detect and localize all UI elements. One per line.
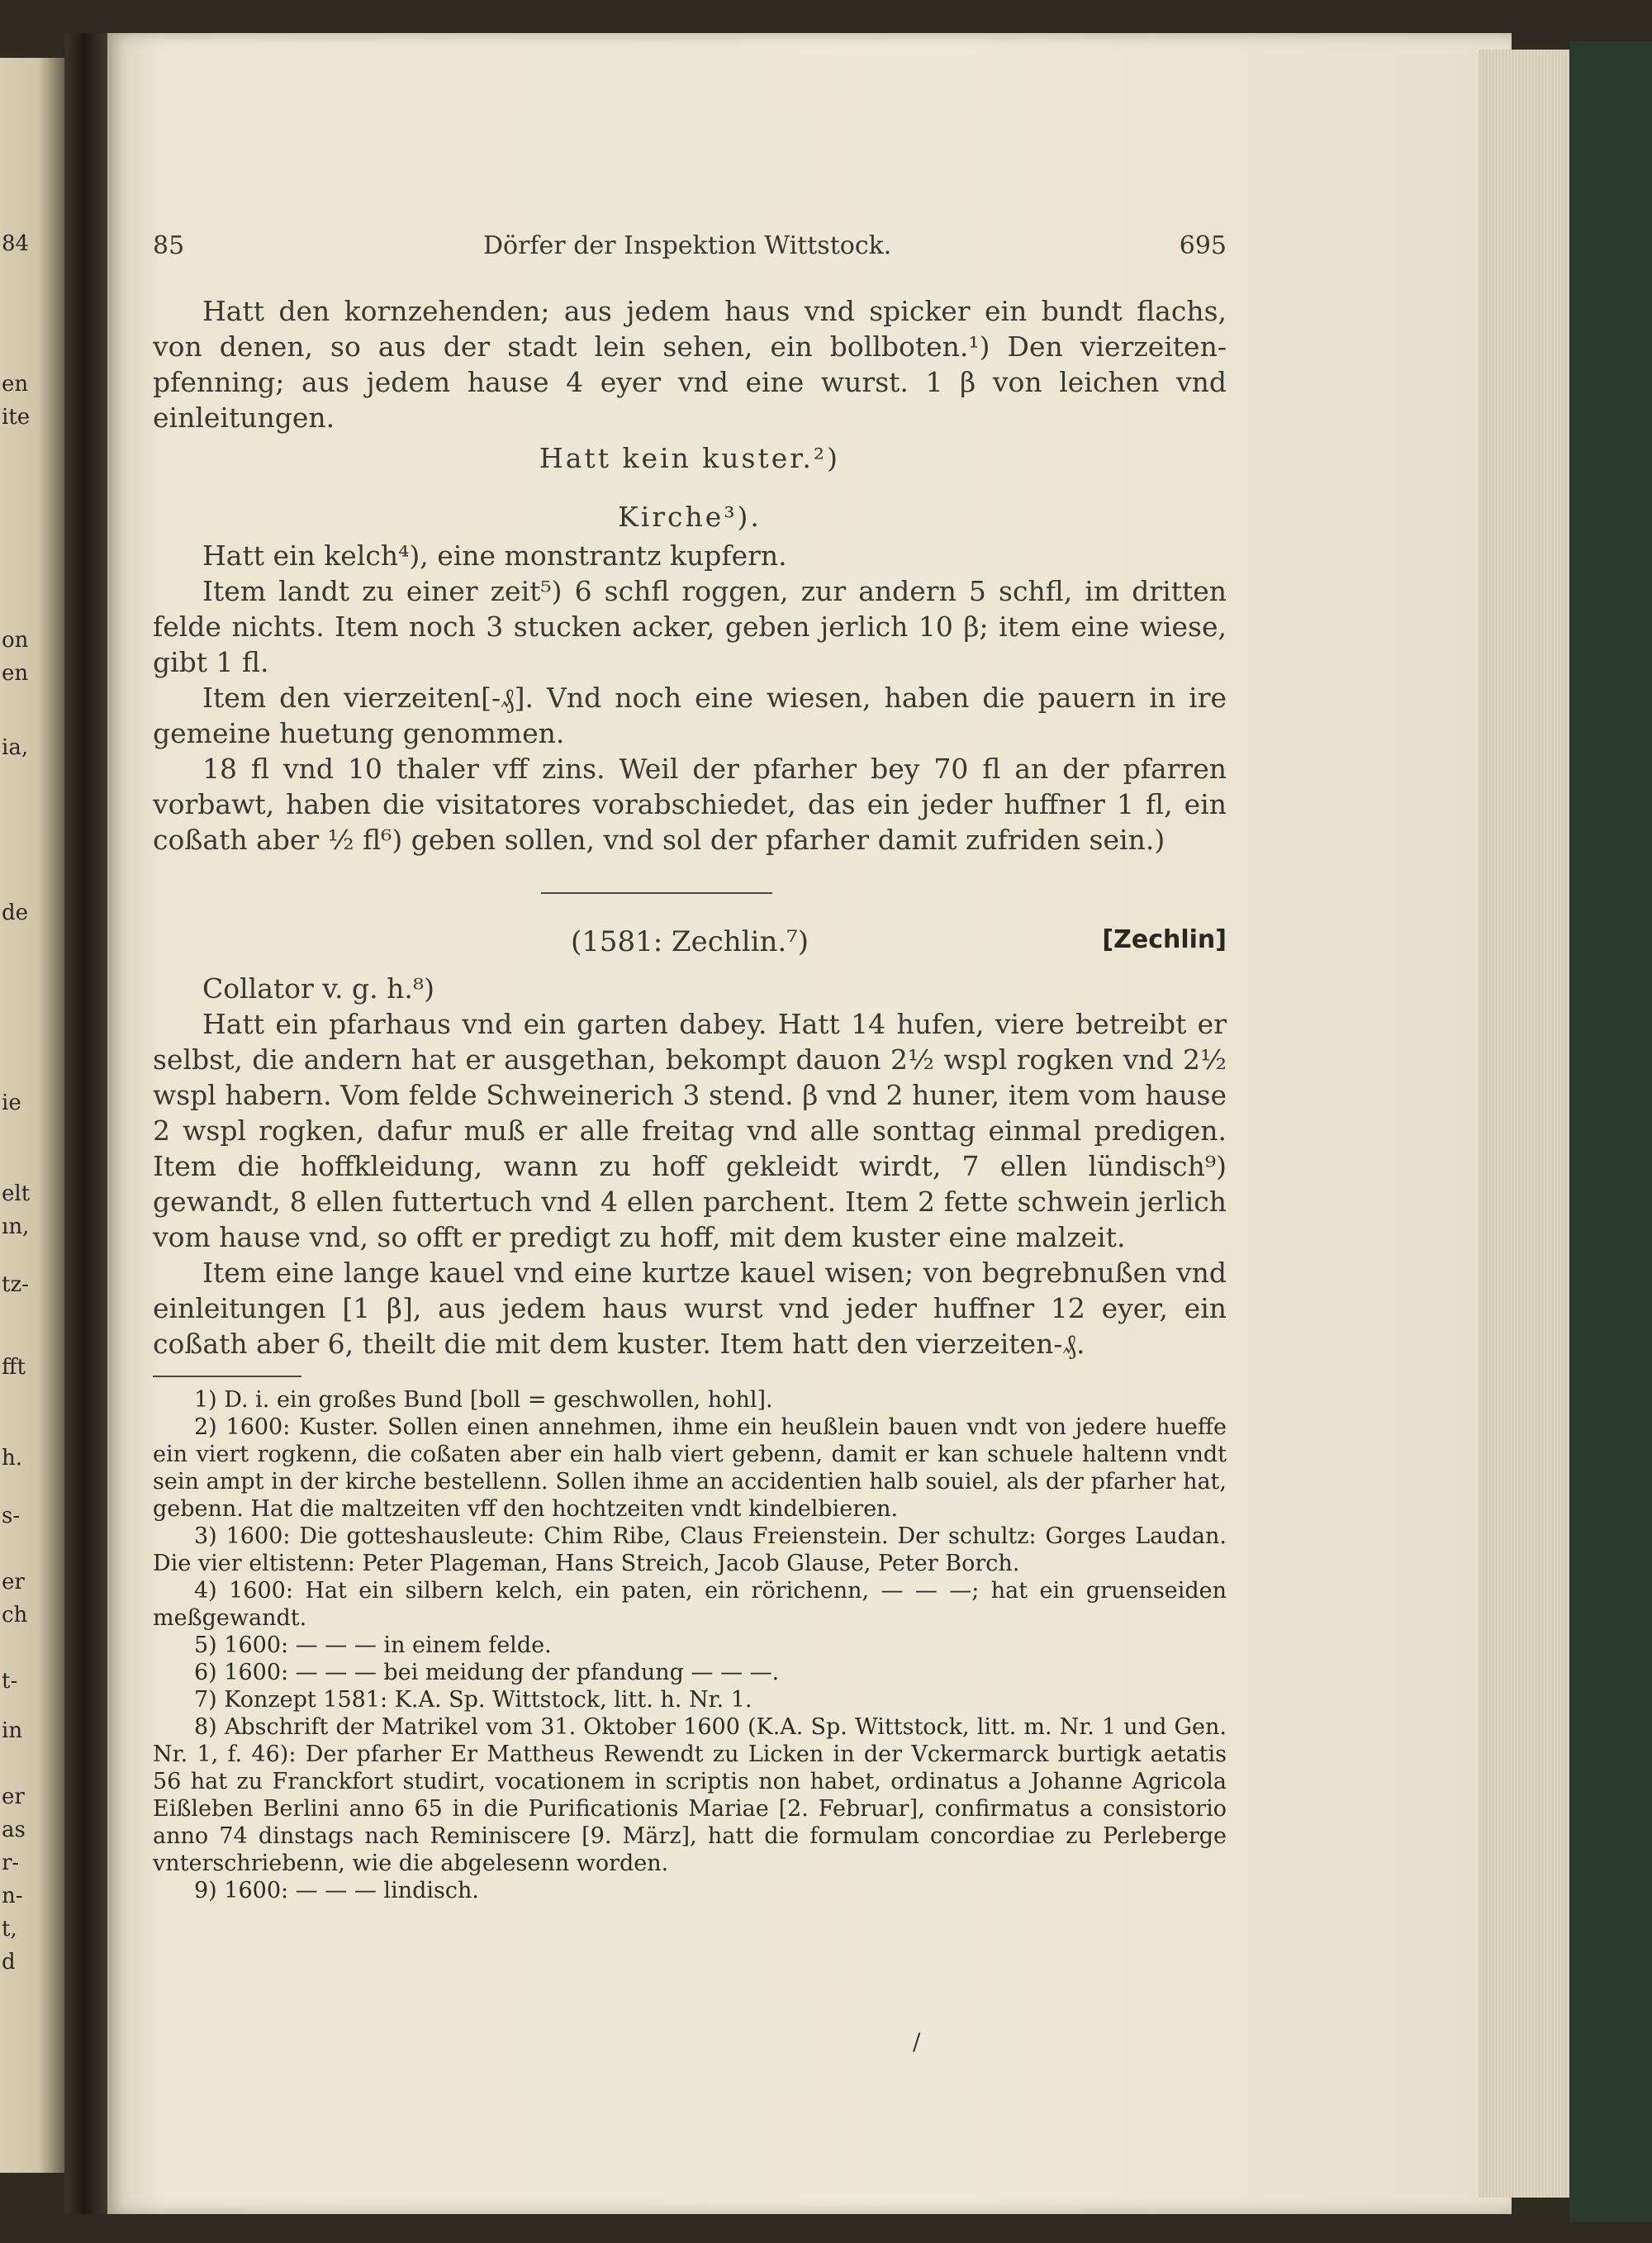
footnote-6: 6) 1600: — — — bei meidung der pfandung — — —. [194,1660,780,1685]
left-margin-fragment: h. [2,1446,23,1471]
left-margin-fragment: ite [2,405,31,430]
left-margin-fragment: on [2,628,29,653]
book-gutter [64,33,114,2214]
section-two-title: (1581: Zechlin.⁷) [570,925,809,958]
page-block-edges [1479,50,1574,2198]
paragraph: Hatt ein pfarhaus vnd ein garten dabey. Hatt 14 hufen, viere betreibt er selbst, die andern hat er ausgethan, bekompt dauon 2½ wspl rogken vnd 2½ wspl habern. Vom felde Schweinerich 3 stend. β vnd 2 huner, item vom hause 2 wspl rogken, dafur muß er alle freitag vnd alle sonttag einmal predigen. Item die hoffkleidung, wann zu hoff gekleidt wirdt, 7 ellen lündisch⁹) gewandt, 8 ellen futtertuch vnd 4 ellen parchent. Item 2 fette schwein jerlich vom hause vnd, so offt er predigt zu hoff, mit dem kuster eine malzeit. [153,1008,1227,1253]
footnote-7: 7) Konzept 1581: K.A. Sp. Wittstock, litt. h. Nr. 1. [194,1687,752,1713]
page-number-left: 85 [153,231,185,260]
left-margin-fragment: r- [2,1851,20,1875]
left-margin-fragment: en [2,372,29,397]
left-margin-fragment: in [2,1718,23,1743]
footnotes [153,1386,1227,1904]
left-margin-fragment: n- [2,1884,23,1908]
bottom-mark: / [913,2028,921,2055]
kirche-heading: Kirche³). [618,501,762,533]
paragraph: Hatt den kornzehenden; aus jedem haus vnd spicker ein bundt flachs, von denen, so aus der stadt lein sehen, ein bollboten.¹) Den vierzeiten-pfenning; aus jedem hause 4 eyer vnd eine wurst. 1 β von leichen vnd einleitungen. [153,295,1227,434]
left-margin-fragment: s- [2,1504,21,1528]
left-margin-fragment: ie [2,1091,21,1115]
left-margin-fragment: en [2,661,29,686]
left-margin-fragment: ia, [2,735,29,760]
left-margin-fragment: t- [2,1669,18,1694]
left-page-margin-fragments [0,58,64,2173]
paragraph: Hatt ein kelch⁴), eine monstrantz kupfern. [202,539,787,572]
kuster-line: Hatt kein kuster.²) [539,442,840,474]
left-margin-fragment: d [2,1950,16,1975]
left-margin-fragment: ch [2,1603,28,1628]
footnote-3: 3) 1600: Die gotteshausleute: Chim Ribe, Claus Freienstein. Der schultz: Gorges Laudan. Die vier eltistenn: Peter Plageman, Hans Streich, Jacob Glause, Peter Borch. [153,1523,1227,1576]
footnote-2: 2) 1600: Kuster. Sollen einen annehmen, ihme ein heußlein bauen vndt von jedere hueffe ein viert rogkenn, die coßaten aber ein halb viert gebenn, damit er kan schuele haltenn vndt sein ampt in der kirche bestellenn. Sollen ihme an accidentien halb souiel, als der pfarher hat, gebenn. Hat die maltzeiten vff den hochtzeiten vndt kindelbieren. [153,1414,1227,1522]
left-margin-fragment: er [2,1784,25,1809]
footnote-4: 4) 1600: Hat ein silbern kelch, ein paten, ein rörichenn, — — —; hat ein gruenseiden meßgewandt. [153,1578,1227,1631]
paragraph: Item landt zu einer zeit⁵) 6 schfl roggen, zur andern 5 schfl, im dritten felde nichts. Item noch 3 stucken acker, geben jerlich 10 β; item eine wiese, gibt 1 fl. [153,575,1227,678]
footnote-5: 5) 1600: — — — in einem felde. [194,1632,552,1658]
left-margin-fragment: t, [2,1917,17,1941]
footnote-rule [153,1376,301,1377]
paragraph: Item den vierzeiten[-₰]. Vnd noch eine wiesen, haben die pauern in ire gemeine huetung genommen. [153,682,1227,749]
section-divider [541,892,772,894]
section-two [153,971,1227,1361]
footnote-1: 1) D. i. ein großes Bund [boll = geschwollen, hohl]. [194,1387,773,1413]
footnote-8: 8) Abschrift der Matrikel vom 31. Oktober 1600 (K.A. Sp. Wittstock, litt. m. Nr. 1 und Gen. Nr. 1, f. 46): Der pfarher Er Mattheus Rewendt zu Licken in der Vckermarck burtigk aetatis 56 hat zu Franckfort studirt, vocationem in scriptis non habet, ordinatus a Johanne Agricola Eißleben Berlini anno 65 in die Purificationis Mariae [2. Februar], confirmatus a consistorio anno 74 dinstags nach Reminiscere [9. März], hatt die formulam concordiae zu Perleberge vnterschriebenn, wie die abgelesenn worden. [153,1714,1227,1876]
page-number-right: 695 [1179,231,1227,260]
left-margin-fragment: de [2,901,29,925]
left-margin-fragment: 84 [2,231,30,256]
paragraph: Item eine lange kauel vnd eine kurtze kauel wisen; von begrebnußen vnd einleitungen [1 β], aus jedem haus wurst vnd jeder huffner 12 eyer, ein coßath aber 6, theilt die mit dem kuster. Item hatt den vierzeiten-₰. [153,1257,1227,1360]
left-margin-fragment: tz- [2,1272,29,1297]
section-one [153,293,1227,858]
footnote-9: 9) 1600: — — — lindisch. [194,1878,479,1903]
collator-line: Collator v. g. h.⁸) [202,972,434,1005]
section-tag: [Zechlin] [1102,925,1227,954]
left-margin-fragment: ın, [2,1214,30,1239]
left-margin-fragment: er [2,1570,25,1594]
book-cover [1569,41,1652,2222]
left-page-edge [0,58,64,2173]
paragraph: 18 fl vnd 10 thaler vff zins. Weil der pfarher bey 70 fl an der pfarren vorbawt, haben die visitatores vorabschiedet, das ein jeder huffner 1 fl, ein coßath aber ½ fl⁶) geben sollen, vnd sol der pfarher damit zufriden sein.) [153,753,1227,856]
running-header [153,231,1227,264]
left-margin-fragment: as [2,1818,26,1842]
section-two-heading [153,925,1227,958]
left-margin-fragment: elt [2,1181,31,1206]
left-margin-fragment: fft [2,1355,26,1380]
running-title: Dörfer der Inspektion Wittstock. [483,231,892,260]
